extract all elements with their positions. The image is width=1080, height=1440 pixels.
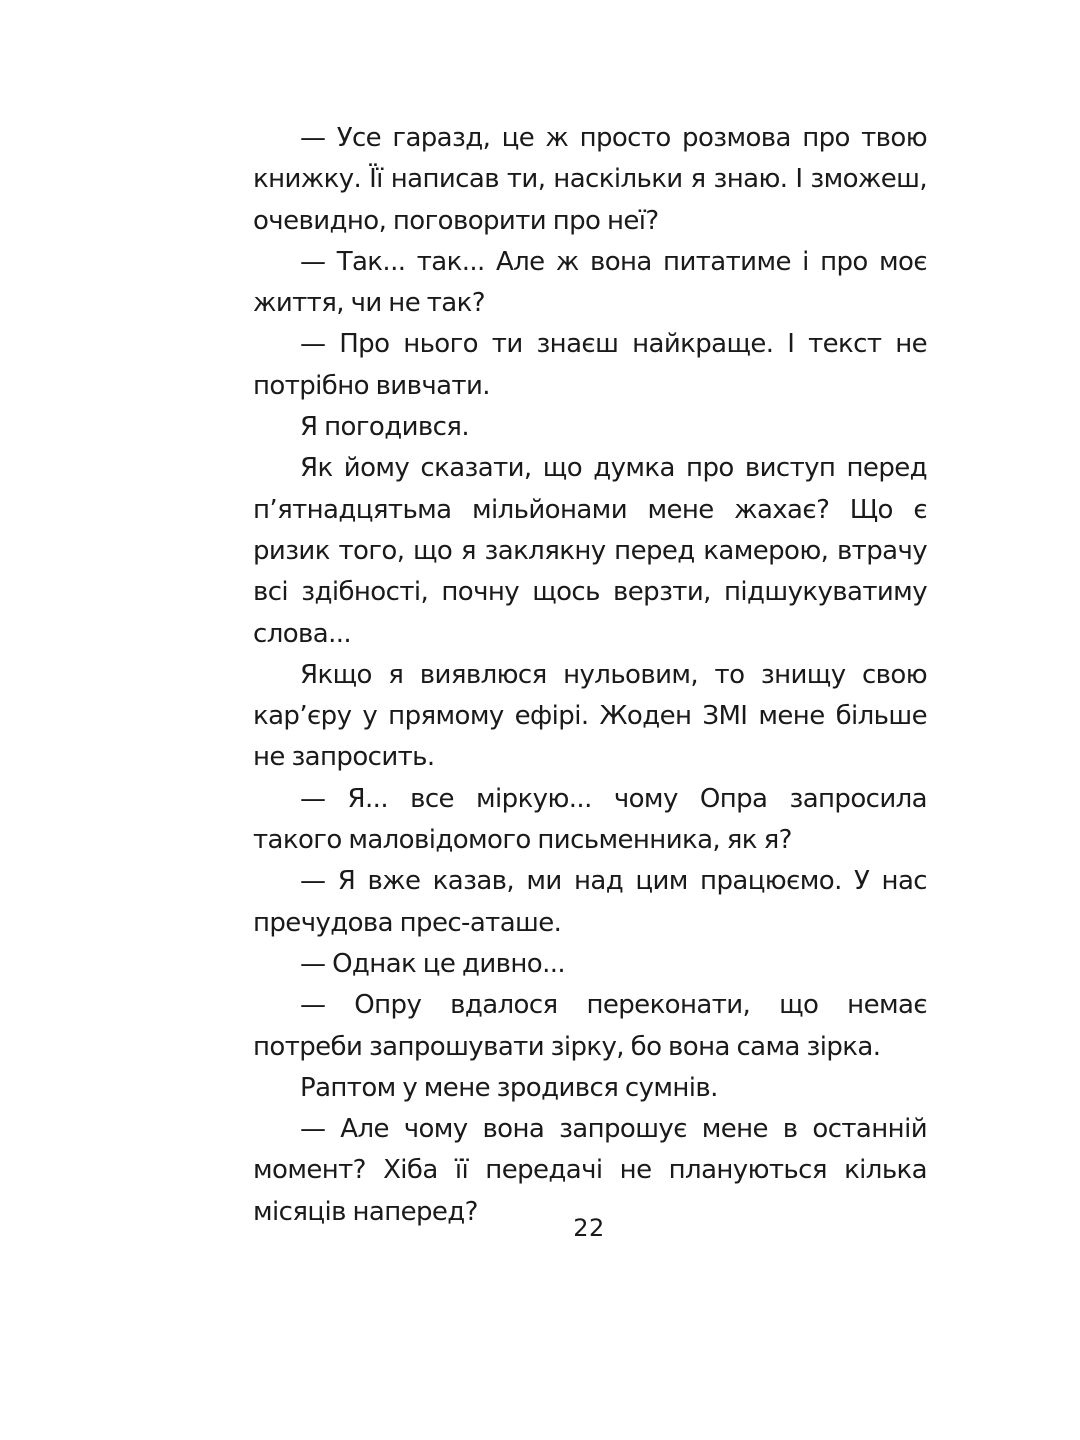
paragraph: — Так... так... Але ж вона питатиме і про моє життя, чи не так? [253,246,927,319]
paragraph: — Усе гаразд, це ж просто розмова про твою книжку. Її написав ти, наскільки я знаю. І зможеш, очевидно, поговорити про неї? [253,123,927,236]
page-number: 22 [573,1214,605,1242]
paragraph: — Але чому вона запрошує мене в останній момент? Хіба її передачі не плануються кілька місяців наперед? [253,1114,927,1227]
paragraph: — Я... все міркую... чому Опра запросила такого маловідомого письменника, як я? [253,783,927,856]
book-page-text [253,118,927,1233]
paragraph: — Опру вдалося переконати, що немає потреби запрошувати зірку, бо вона сама зірка. [253,990,927,1062]
paragraph: — Однак це дивно... [300,948,566,979]
paragraph: — Про нього ти знаєш найкраще. І текст не потрібно вивчати. [253,329,927,401]
paragraph: Як йому сказати, що думка про виступ перед п’ятнадцятьма мільйонами мене жахає? Що є ризик того, що я заклякну перед камерою, втрачу всі здібності, почну щось верзти, підшукуватиму слова... [253,453,927,649]
paragraph: Я погодився. [300,412,470,443]
paragraph: Раптом у мене зродився сумнів. [300,1072,718,1103]
paragraph: — Я вже казав, ми над цим працюємо. У нас пречудова прес-аташе. [253,866,927,938]
paragraph: Якщо я виявлюся нульовим, то знищу свою кар’єру у прямому ефірі. Жоден ЗМІ мене більше не запросить. [253,659,927,773]
